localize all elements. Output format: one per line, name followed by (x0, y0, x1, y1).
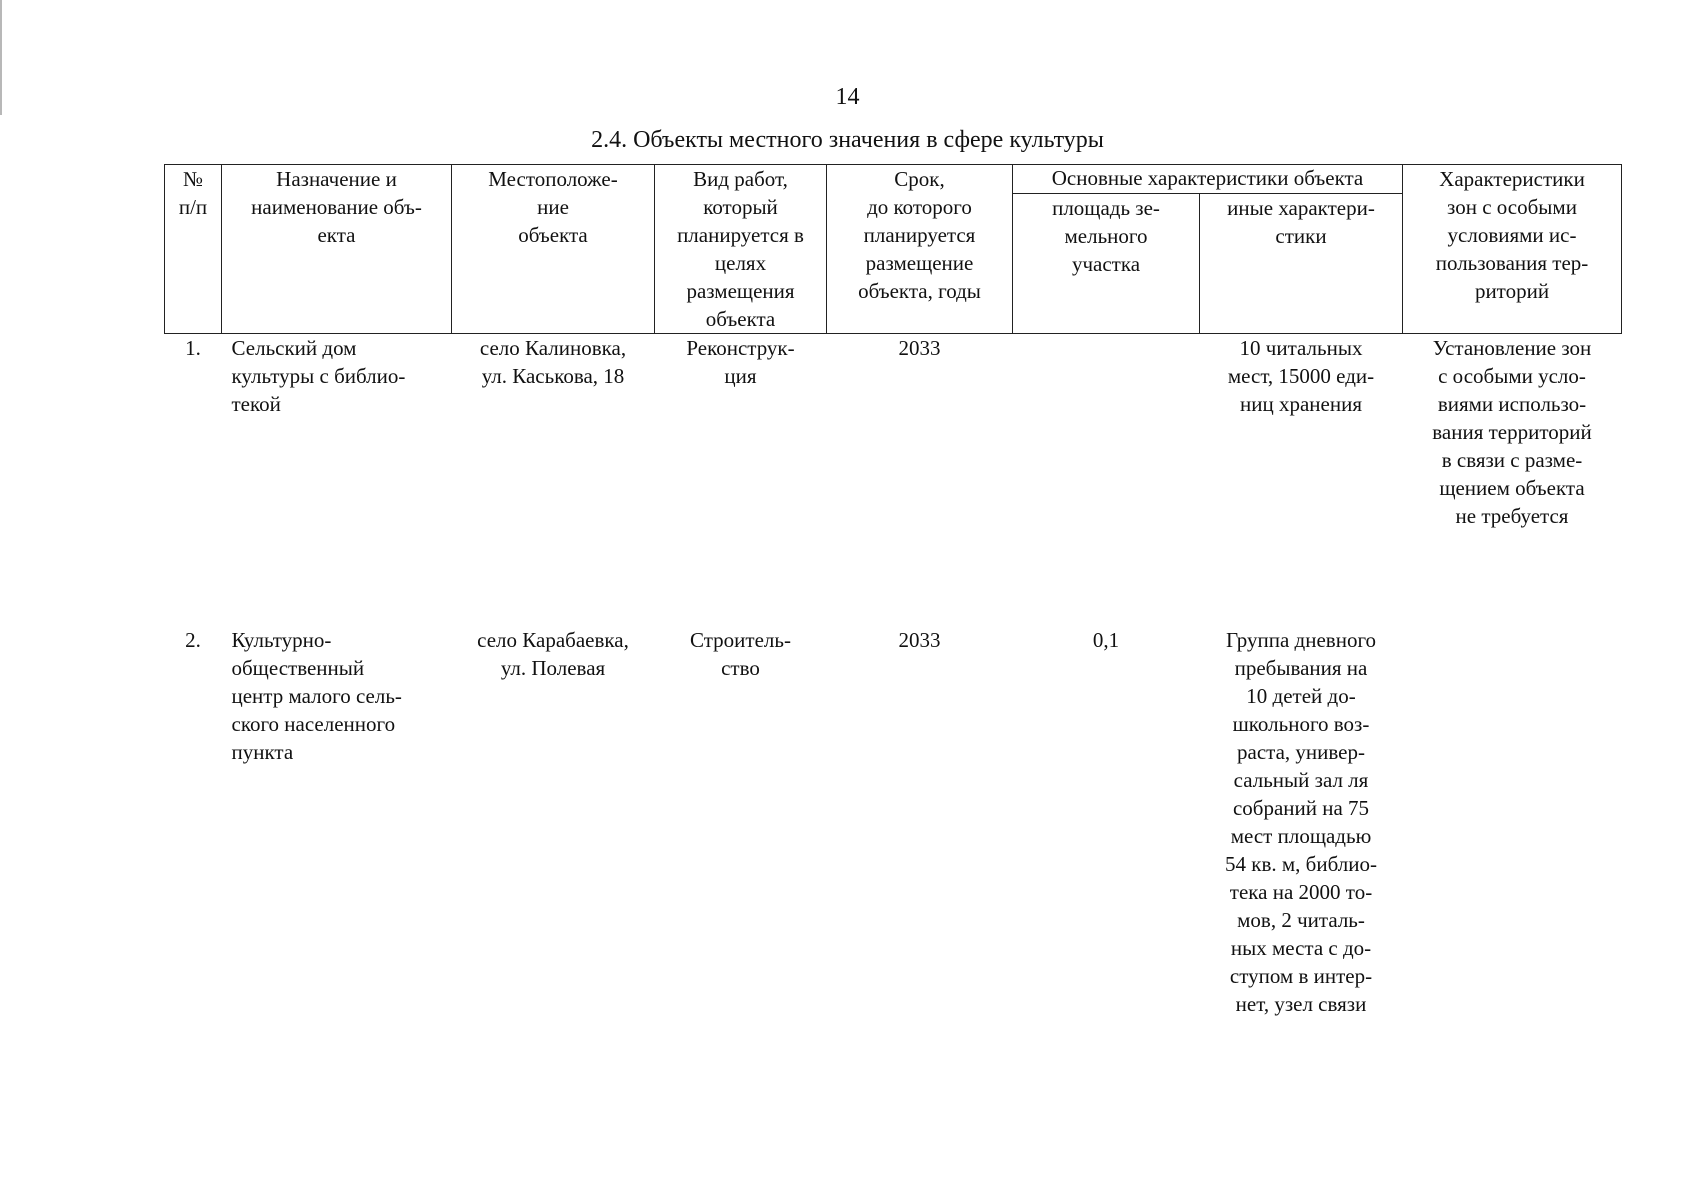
header-land-area: площадь зе- мельного участка (1013, 194, 1200, 334)
cell-num: 2. (185, 628, 201, 652)
cell-zones (1403, 626, 1622, 1046)
cell-term: 2033 (898, 628, 941, 652)
header-location: Местоположе- ние объекта (452, 165, 655, 334)
cell-other-characteristics: 10 читальных мест, 15000 еди- ниц хранения (1227, 336, 1375, 416)
cell-term: 2033 (898, 336, 941, 360)
header-num: № п/п (165, 165, 222, 334)
cell-name: Сельский дом культуры с библио- текой (231, 336, 406, 416)
cell-work-type: Строитель- ство (690, 628, 791, 680)
page-number: 14 (835, 84, 860, 110)
header-name: Назначение и наименование объ- екта (222, 165, 452, 334)
cell-land-area (1013, 334, 1200, 627)
cell-location: село Карабаевка, ул. Полевая (477, 628, 629, 680)
cell-other-characteristics: Группа дневного пребывания на 10 детей до- школьного воз- раста, универ- сальный зал ля собраний на 75 мест площадью 54 кв. м, библио- тека на 2000 то- мов, 2 читаль- ных места с до- ступом в интер- нет, узел связи (1225, 628, 1377, 1016)
header-zones: Характеристики зон с особыми условиями ис- пользования тер- риторий (1403, 165, 1622, 334)
cell-location: село Калиновка, ул. Каськова, 18 (479, 336, 627, 388)
header-other-characteristics: иные характери- стики (1200, 194, 1403, 334)
culture-objects-table (164, 164, 1622, 1046)
header-main-characteristics: Основные характеристики объекта (1013, 165, 1403, 194)
cell-name: Культурно- общественный центр малого сель- ского населенного пункта (231, 628, 402, 764)
table-body (165, 334, 1622, 1047)
table-header (165, 165, 1622, 334)
cell-land-area: 0,1 (1092, 628, 1120, 652)
table-row (165, 334, 1622, 627)
table-row (165, 626, 1622, 1046)
cell-num: 1. (185, 336, 201, 360)
cell-work-type: Реконструк- ция (686, 336, 795, 388)
header-term: Срок, до которого планируется размещение объекта, годы (827, 165, 1013, 334)
document-title: 2.4. Объекты местного значения в сфере культуры (591, 127, 1104, 153)
header-work-type: Вид работ, который планируется в целях размещения объекта (655, 165, 827, 334)
cell-zones: Установление зон с особыми усло- виями использо- вания территорий в связи с разме- щением объекта не требуется (1432, 336, 1592, 528)
